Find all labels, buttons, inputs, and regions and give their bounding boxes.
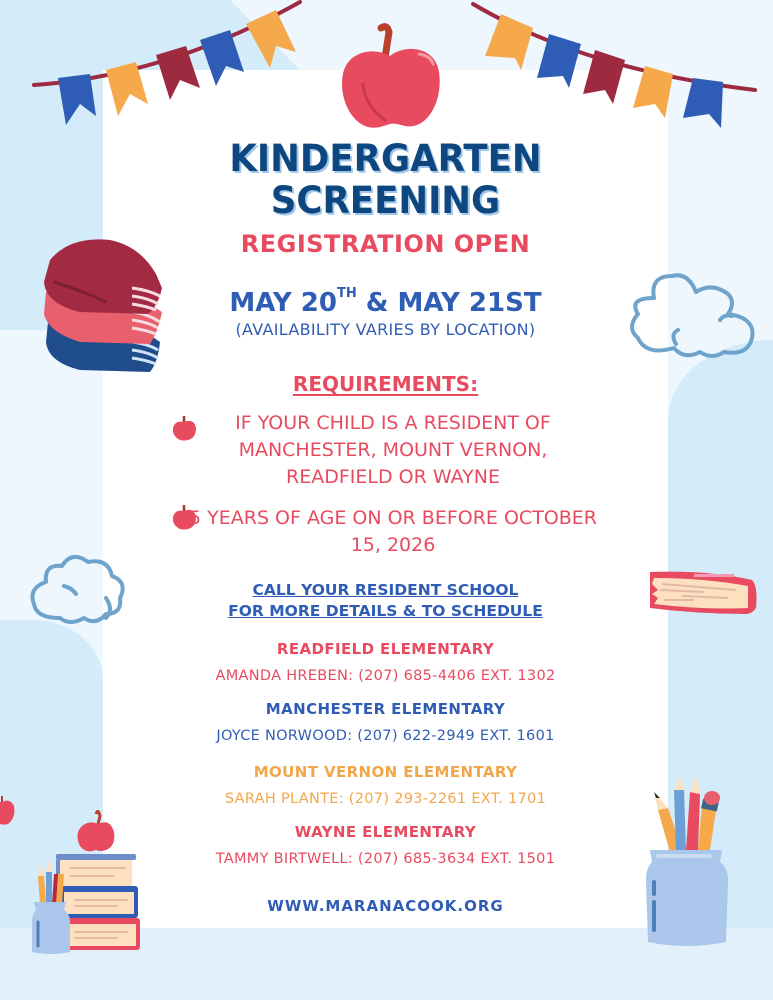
school-name-mount-vernon: MOUNT VERNON ELEMENTARY (253, 763, 518, 781)
requirement-item: IF YOUR CHILD IS A RESIDENT OF MANCHESTER, MOUNT VERNON, READFIELD OR WAYNE (235, 412, 551, 488)
school-contact-mount-vernon[interactable]: SARAH PLANTE: (207) 293-2261 EXT. 1701 (224, 791, 547, 807)
school-name-readfield: READFIELD ELEMENTARY (276, 640, 495, 658)
event-dates (103, 288, 668, 318)
call-to-action (103, 580, 668, 622)
date-2: & MAY 21ST (356, 288, 542, 318)
school-contact-manchester[interactable]: JOYCE NORWOOD: (207) 622-2949 EXT. 1601 (216, 728, 555, 744)
availability-note: (AVAILABILITY VARIES BY LOCATION) (235, 320, 536, 339)
title-line-1: KINDERGARTEN (229, 137, 542, 180)
website-link[interactable]: WWW.MARANACOOK.ORG (267, 897, 504, 915)
school-name-manchester: MANCHESTER ELEMENTARY (265, 700, 506, 718)
bunting-left-icon (30, 0, 310, 130)
title-line-2: SCREENING (270, 179, 501, 222)
requirements-heading: REQUIREMENTS: (292, 372, 479, 396)
school-contact-readfield[interactable]: AMANDA HREBEN: (207) 685-4406 EXT. 1302 (215, 668, 556, 684)
call-to-action-line-2: FOR MORE DETAILS & TO SCHEDULE (228, 602, 543, 620)
requirement-item: 5 YEARS OF AGE ON OR BEFORE OCTOBER 15, 2026 (189, 507, 597, 556)
call-to-action-line-1: CALL YOUR RESIDENT SCHOOL (252, 581, 519, 599)
bunting-right-icon (465, 0, 765, 135)
apple-icon (0, 794, 20, 828)
apple-icon (335, 22, 445, 132)
school-contact-wayne[interactable]: TAMMY BIRTWELL: (207) 685-3634 EXT. 1501 (215, 851, 556, 867)
school-name-wayne: WAYNE ELEMENTARY (294, 823, 477, 841)
subtitle: REGISTRATION OPEN (240, 230, 531, 258)
date-1: MAY 20 (229, 288, 337, 318)
date-1-suffix: TH (337, 286, 357, 301)
